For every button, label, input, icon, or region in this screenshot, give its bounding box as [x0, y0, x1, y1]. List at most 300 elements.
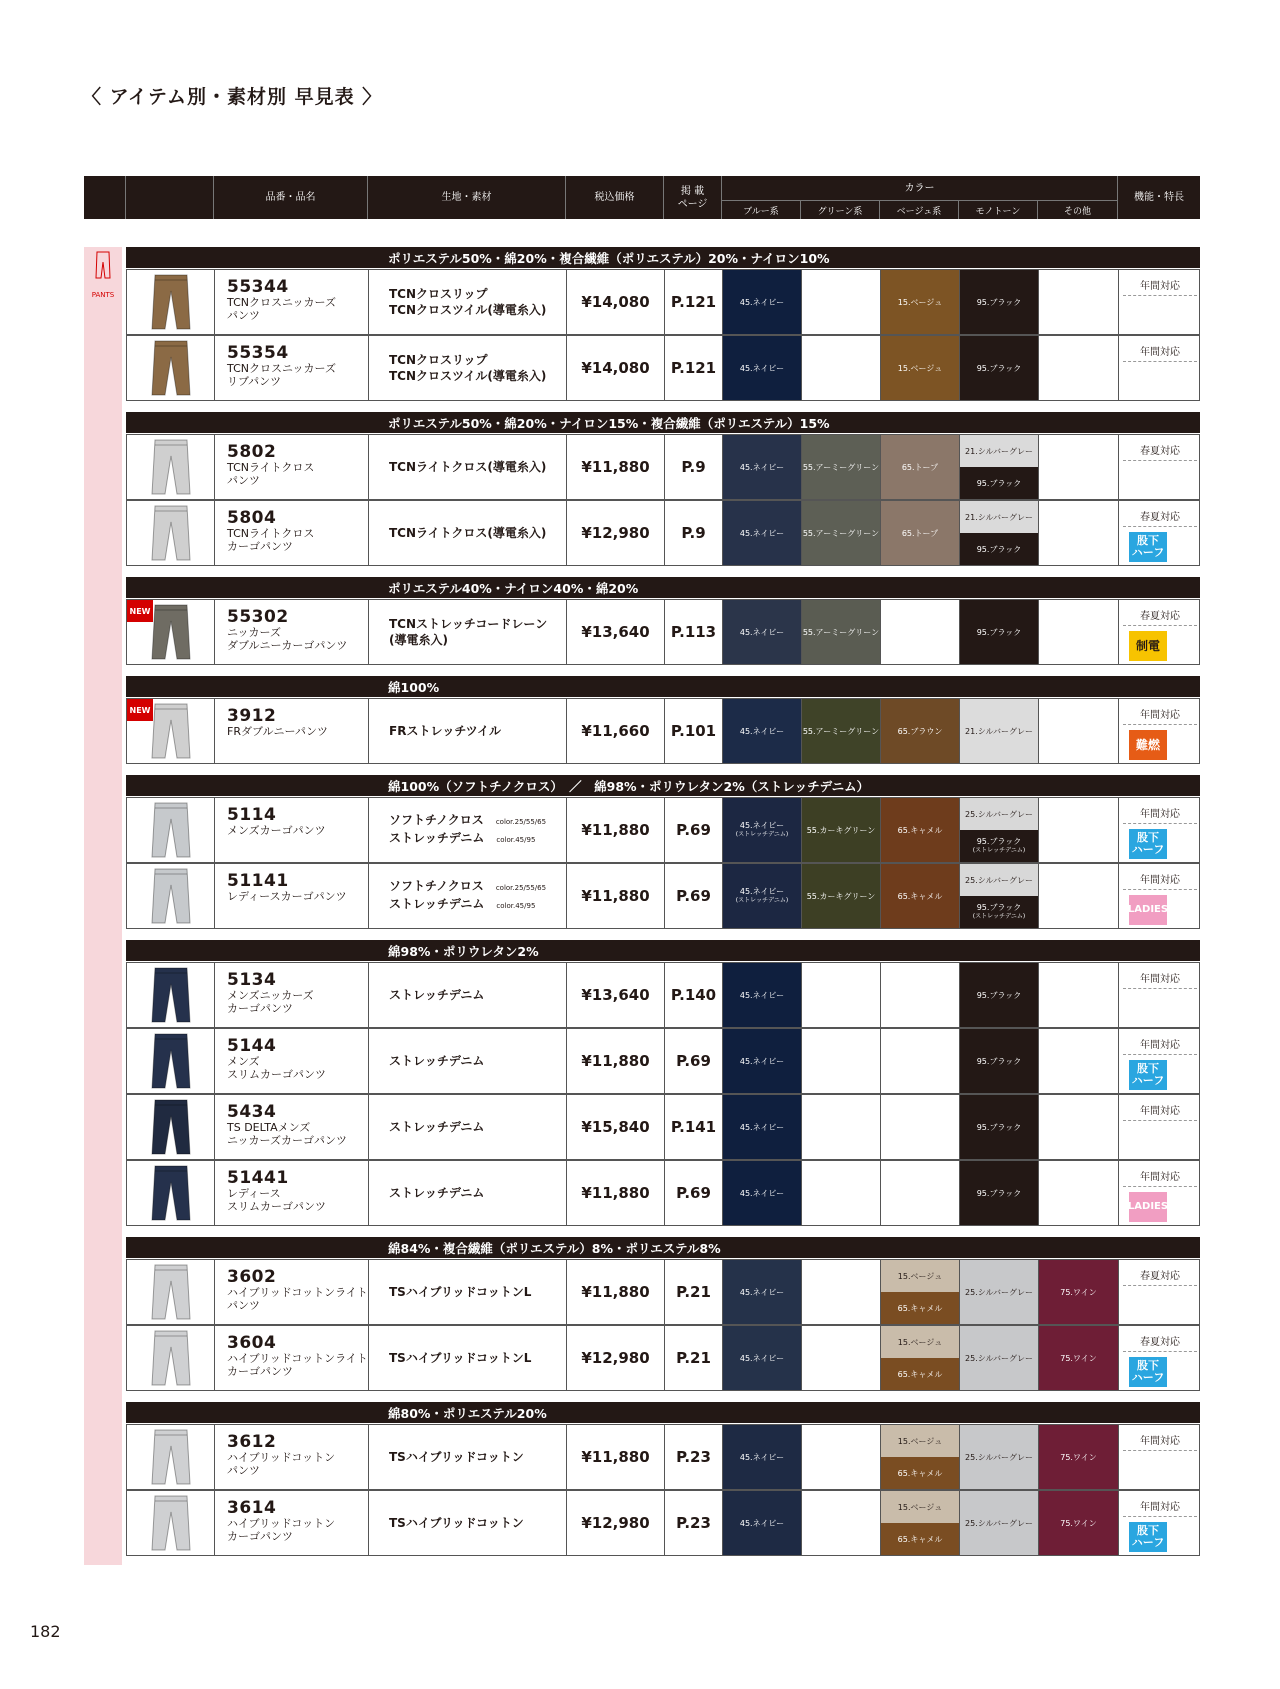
color-swatch [881, 864, 959, 928]
color-name: 55.アーミーグリーン [802, 627, 880, 637]
color-swatch [881, 1292, 959, 1324]
price-cell: ¥12,980 [567, 501, 665, 565]
fabric-line [389, 286, 566, 302]
product-image-cell [127, 501, 215, 565]
color-column-mono [960, 1029, 1039, 1093]
feature-cell [1119, 600, 1201, 664]
color-swatch [1039, 1260, 1118, 1324]
product-name-cell [215, 1029, 369, 1093]
color-swatch [881, 699, 959, 763]
color-name: 55.アーミーグリーン [802, 726, 880, 736]
table-row [126, 1028, 1200, 1094]
table-row [126, 863, 1200, 929]
feature-badge: 股下 ハーフ [1129, 1522, 1167, 1552]
color-name: 95.ブラック [976, 544, 1022, 554]
fabric-line [389, 830, 566, 848]
page-ref-cell: P.121 [665, 270, 723, 334]
feature-cell [1119, 798, 1201, 862]
color-column-other [1039, 1425, 1119, 1489]
feature-label: 年間対応 [1123, 706, 1197, 725]
color-column-green [802, 600, 881, 664]
color-column-beige [881, 1161, 960, 1225]
fabric-name: TSハイブリッドコットン [389, 1516, 524, 1530]
feature-label: 春夏対応 [1123, 1333, 1197, 1352]
color-column-mono [960, 798, 1039, 862]
fabric-cell [369, 336, 567, 400]
color-column-green [802, 699, 881, 763]
price-cell: ¥14,080 [567, 336, 665, 400]
price-cell: ¥11,660 [567, 699, 665, 763]
color-swatch [881, 798, 959, 862]
price-cell: ¥14,080 [567, 270, 665, 334]
product-code: 3614 [227, 1498, 277, 1518]
color-swatch [960, 1425, 1038, 1489]
page-ref-cell: P.141 [665, 1095, 723, 1159]
feature-badge: LADIES [1129, 895, 1167, 925]
color-column-mono [960, 1326, 1039, 1390]
product-name-cell [215, 699, 369, 763]
color-name: 65.キャメル [897, 891, 943, 901]
feature-cell [1119, 1326, 1201, 1390]
color-name: 95.ブラック [976, 478, 1022, 488]
color-swatch [960, 963, 1038, 1027]
pants-photo [149, 1493, 193, 1553]
fabric-line [389, 878, 566, 896]
color-column-beige [881, 1260, 960, 1324]
page-ref-cell: P.140 [665, 963, 723, 1027]
color-name: 15.ベージュ [897, 1271, 943, 1281]
fabric-cell [369, 864, 567, 928]
table-row [126, 1424, 1200, 1490]
fabric-line [389, 368, 566, 384]
page-ref-cell: P.21 [665, 1326, 723, 1390]
color-column-other [1039, 1095, 1119, 1159]
table-row [126, 1094, 1200, 1160]
color-column-other [1039, 1161, 1119, 1225]
page-ref-cell: P.9 [665, 435, 723, 499]
color-column-mono [960, 1095, 1039, 1159]
color-name: 25.シルバーグレー [965, 1518, 1033, 1528]
color-name: 21.シルバーグレー [965, 446, 1033, 456]
color-column-blue [723, 963, 802, 1027]
color-name: 95.ブラック [976, 297, 1022, 307]
color-column-other [1039, 501, 1119, 565]
fabric-line [389, 1119, 566, 1135]
price-cell: ¥13,640 [567, 963, 665, 1027]
feature-cell [1119, 501, 1201, 565]
color-name: 95.ブラック [976, 1122, 1022, 1132]
fabric-color-note: color.45/95 [496, 836, 536, 844]
color-name: 45.ネイビー [739, 627, 785, 637]
price-cell: ¥11,880 [567, 435, 665, 499]
feature-badge: LADIES [1129, 1192, 1167, 1222]
header-color-green: グリーン系 [801, 200, 880, 219]
color-column-beige [881, 435, 960, 499]
feature-badge: 股下 ハーフ [1129, 532, 1167, 562]
product-name: ハイブリッドコットンライト カーゴパンツ [227, 1352, 368, 1378]
color-name: 45.ネイビー [739, 1188, 785, 1198]
color-column-blue [723, 435, 802, 499]
color-swatch [723, 501, 801, 565]
pants-photo [149, 1163, 193, 1223]
fabric-cell [369, 798, 567, 862]
fabric-name: ストレッチデニム [389, 1120, 485, 1134]
feature-cell [1119, 1260, 1201, 1324]
table-row [126, 599, 1200, 665]
material-band: ポリエステル50%・綿20%・ナイロン15%・複合繊維（ポリエステル）15% [126, 412, 1200, 433]
color-swatch [960, 699, 1038, 763]
feature-cell [1119, 864, 1201, 928]
color-name: 65.トープ [901, 528, 939, 538]
product-name-cell [215, 963, 369, 1027]
color-column-beige [881, 501, 960, 565]
color-name: 75.ワイン [1060, 1353, 1097, 1363]
page-ref-cell: P.9 [665, 501, 723, 565]
product-code: 5144 [227, 1036, 277, 1056]
product-name: レディースカーゴパンツ [227, 890, 347, 903]
color-column-other [1039, 798, 1119, 862]
color-name: 55.アーミーグリーン [802, 462, 880, 472]
product-code: 51441 [227, 1168, 289, 1188]
fabric-line [389, 1449, 566, 1465]
color-name: 45.ネイビー [739, 1056, 785, 1066]
fabric-name: ストレッチデニム [389, 1186, 485, 1200]
color-name: 45.ネイビー [739, 726, 785, 736]
color-swatch [881, 270, 959, 334]
product-image-cell [127, 1260, 215, 1324]
feature-badge: 難燃 [1129, 730, 1167, 760]
fabric-cell [369, 1491, 567, 1555]
table-row [126, 1259, 1200, 1325]
color-swatch [960, 501, 1038, 533]
fabric-line [389, 1185, 566, 1201]
color-column-beige [881, 699, 960, 763]
product-name-cell [215, 1260, 369, 1324]
feature-label: 年間対応 [1123, 343, 1197, 362]
color-column-mono [960, 336, 1039, 400]
table-row [126, 1490, 1200, 1556]
color-name: 25.シルバーグレー [965, 1287, 1033, 1297]
feature-label: 年間対応 [1123, 805, 1197, 824]
color-swatch [723, 336, 801, 400]
product-code: 3912 [227, 706, 277, 726]
pants-photo [149, 602, 193, 662]
color-swatch [881, 1326, 959, 1358]
fabric-name: ソフトチノクロス [389, 813, 484, 827]
color-column-blue [723, 1491, 802, 1555]
product-name: メンズ スリムカーゴパンツ [227, 1055, 326, 1081]
product-image-cell [127, 270, 215, 334]
color-column-blue [723, 501, 802, 565]
color-column-green [802, 1095, 881, 1159]
product-image-cell [127, 1491, 215, 1555]
feature-badge: 股下 ハーフ [1129, 1060, 1167, 1090]
header-color-beige: ベージュ系 [880, 200, 959, 219]
color-swatch [802, 798, 880, 862]
color-swatch [960, 896, 1038, 928]
color-swatch [960, 798, 1038, 830]
product-name: TS DELTAメンズ ニッカーズカーゴパンツ [227, 1121, 348, 1147]
product-name-cell [215, 501, 369, 565]
price-cell: ¥12,980 [567, 1491, 665, 1555]
color-name: 45.ネイビー [739, 363, 785, 373]
price-cell: ¥13,640 [567, 600, 665, 664]
color-name: 25.シルバーグレー [965, 1452, 1033, 1462]
product-code: 55302 [227, 607, 289, 627]
color-swatch [960, 1326, 1038, 1390]
feature-label: 年間対応 [1123, 970, 1197, 989]
color-column-other [1039, 1491, 1119, 1555]
color-swatch [960, 435, 1038, 467]
header-page: 掲 載 ページ [664, 176, 722, 219]
color-name: 45.ネイビー [739, 1287, 785, 1297]
color-name: 25.シルバーグレー [965, 875, 1033, 885]
fabric-cell [369, 600, 567, 664]
product-image-cell [127, 1029, 215, 1093]
price-cell: ¥11,880 [567, 1029, 665, 1093]
feature-label: 年間対応 [1123, 1168, 1197, 1187]
header-color: カラー [722, 176, 1118, 200]
fabric-line [389, 632, 566, 648]
fabric-name: ストレッチデニム [389, 897, 485, 911]
color-column-blue [723, 1161, 802, 1225]
fabric-line [389, 987, 566, 1003]
color-column-mono [960, 1491, 1039, 1555]
color-column-other [1039, 1260, 1119, 1324]
color-column-other [1039, 600, 1119, 664]
color-name: 75.ワイン [1060, 1287, 1097, 1297]
color-column-other [1039, 1029, 1119, 1093]
color-swatch [960, 864, 1038, 896]
fabric-line [389, 896, 566, 914]
fabric-color-note: color.25/55/65 [495, 884, 547, 892]
header-name: 品番・品名 [214, 176, 368, 219]
feature-label: 年間対応 [1123, 1036, 1197, 1055]
color-column-beige [881, 1029, 960, 1093]
product-name-cell [215, 1491, 369, 1555]
color-column-blue [723, 1425, 802, 1489]
fabric-cell [369, 1425, 567, 1489]
table-row [126, 797, 1200, 863]
color-swatch [881, 1260, 959, 1292]
fabric-name: TSハイブリッドコットンL [389, 1285, 532, 1299]
fabric-line [389, 302, 566, 318]
fabric-line [389, 352, 566, 368]
color-column-green [802, 336, 881, 400]
color-column-mono [960, 501, 1039, 565]
color-column-beige [881, 1491, 960, 1555]
product-code: 3612 [227, 1432, 277, 1452]
color-swatch [881, 336, 959, 400]
color-swatch [723, 270, 801, 334]
product-image-cell [127, 435, 215, 499]
fabric-line [389, 1053, 566, 1069]
feature-cell [1119, 963, 1201, 1027]
page-ref-cell: P.23 [665, 1491, 723, 1555]
pants-photo [149, 701, 193, 761]
color-swatch [723, 1326, 801, 1390]
color-swatch [802, 501, 880, 565]
color-column-green [802, 798, 881, 862]
feature-label: 年間対応 [1123, 1432, 1197, 1451]
price-cell: ¥11,880 [567, 1425, 665, 1489]
color-swatch [960, 467, 1038, 499]
fabric-line [389, 1515, 566, 1531]
product-code: 51141 [227, 871, 289, 891]
feature-label: 年間対応 [1123, 277, 1197, 296]
color-name: 95.ブラック [976, 1188, 1022, 1198]
color-swatch [802, 864, 880, 928]
product-image-cell [127, 1425, 215, 1489]
product-name: レディース スリムカーゴパンツ [227, 1187, 326, 1213]
product-name-cell [215, 435, 369, 499]
color-column-green [802, 270, 881, 334]
page-ref-cell: P.69 [665, 864, 723, 928]
pants-photo [149, 800, 193, 860]
product-image-cell [127, 1161, 215, 1225]
page-ref-cell: P.69 [665, 1161, 723, 1225]
product-code: 5134 [227, 970, 277, 990]
color-name: 75.ワイン [1060, 1518, 1097, 1528]
new-badge: NEW [127, 699, 153, 721]
color-column-mono [960, 270, 1039, 334]
pants-photo [149, 272, 193, 332]
page-ref-cell: P.69 [665, 1029, 723, 1093]
color-name: 95.ブラック [976, 627, 1022, 637]
color-name: 65.ブラウン [897, 726, 943, 736]
feature-cell [1119, 1161, 1201, 1225]
color-swatch [960, 1029, 1038, 1093]
color-name: 65.キャメル [897, 1369, 943, 1379]
category-label: PANTS [91, 291, 115, 299]
page-number: 182 [30, 1622, 61, 1641]
fabric-cell [369, 1326, 567, 1390]
price-cell: ¥11,880 [567, 1260, 665, 1324]
fabric-name: TSハイブリッドコットンL [389, 1351, 532, 1365]
color-name: 45.ネイビー [739, 887, 785, 896]
fabric-cell [369, 1260, 567, 1324]
fabric-name: TCNクロスツイル(導電糸入) [389, 303, 547, 317]
fabric-name: TCNライトクロス(導電糸入) [389, 460, 547, 474]
fabric-cell [369, 501, 567, 565]
color-column-beige [881, 963, 960, 1027]
color-name: 95.ブラック [976, 837, 1022, 846]
feature-cell [1119, 1491, 1201, 1555]
fabric-cell [369, 435, 567, 499]
color-column-other [1039, 336, 1119, 400]
color-name: 65.キャメル [897, 825, 943, 835]
feature-cell [1119, 1029, 1201, 1093]
feature-cell [1119, 699, 1201, 763]
fabric-cell [369, 1029, 567, 1093]
header-feature: 機能・特長 [1134, 192, 1184, 203]
color-column-green [802, 963, 881, 1027]
color-swatch [723, 798, 801, 862]
color-swatch [723, 1491, 801, 1555]
color-name: 15.ベージュ [897, 297, 943, 307]
color-column-other [1039, 963, 1119, 1027]
color-swatch [723, 1095, 801, 1159]
table-row [126, 1325, 1200, 1391]
fabric-line [389, 1284, 566, 1300]
color-column-blue [723, 1326, 802, 1390]
color-swatch [723, 699, 801, 763]
color-column-beige [881, 798, 960, 862]
color-column-other [1039, 270, 1119, 334]
product-name-cell [215, 1326, 369, 1390]
color-column-beige [881, 1425, 960, 1489]
color-column-mono [960, 435, 1039, 499]
color-column-blue [723, 699, 802, 763]
price-cell: ¥11,880 [567, 1161, 665, 1225]
feature-badge: 制電 [1129, 631, 1167, 661]
color-column-mono [960, 1161, 1039, 1225]
pants-photo [149, 503, 193, 563]
color-column-blue [723, 1095, 802, 1159]
color-column-mono [960, 1260, 1039, 1324]
fabric-name: ストレッチデニム [389, 1054, 485, 1068]
material-band: 綿100%（ソフトチノクロス） ／ 綿98%・ポリウレタン2%（ストレッチデニム） [126, 775, 1200, 796]
product-code: 3604 [227, 1333, 277, 1353]
color-name: 55.カーキグリーン [806, 891, 876, 901]
page-ref-cell: P.121 [665, 336, 723, 400]
color-name: 45.ネイビー [739, 990, 785, 1000]
pants-photo [149, 437, 193, 497]
fabric-line [389, 525, 566, 541]
fabric-color-note: color.25/55/65 [495, 818, 547, 826]
color-name: 55.アーミーグリーン [802, 528, 880, 538]
page-title: 〈 アイテム別・素材別 早見表 〉 [82, 86, 383, 108]
feature-label: 春夏対応 [1123, 508, 1197, 527]
color-swatch [802, 435, 880, 499]
pants-photo [149, 1031, 193, 1091]
color-swatch [960, 600, 1038, 664]
color-name: 55.カーキグリーン [806, 825, 876, 835]
color-column-green [802, 1425, 881, 1489]
color-name: 15.ベージュ [897, 1436, 943, 1446]
color-name: 25.シルバーグレー [965, 809, 1033, 819]
product-image-cell [127, 864, 215, 928]
color-column-green [802, 1491, 881, 1555]
color-swatch [723, 864, 801, 928]
product-name-cell [215, 798, 369, 862]
color-swatch [960, 533, 1038, 565]
fabric-name: TCNクロスツイル(導電糸入) [389, 369, 547, 383]
color-name: 95.ブラック [976, 363, 1022, 373]
color-swatch [802, 600, 880, 664]
product-name-cell [215, 1095, 369, 1159]
product-image-cell [127, 600, 215, 664]
material-band: 綿100% [126, 676, 1200, 697]
product-name-cell [215, 1161, 369, 1225]
fabric-name: TCNクロスリップ [389, 353, 488, 367]
header-fabric: 生地・素材 [368, 176, 566, 219]
material-band: 綿98%・ポリウレタン2% [126, 940, 1200, 961]
product-name: ニッカーズ ダブルニーカーゴパンツ [227, 626, 348, 652]
product-name: TCNクロスニッカーズ パンツ [227, 296, 336, 322]
color-name: 45.ネイビー [739, 1353, 785, 1363]
color-name: 45.ネイビー [739, 1518, 785, 1528]
product-code: 55344 [227, 277, 289, 297]
feature-label: 年間対応 [1123, 1498, 1197, 1517]
feature-label: 年間対応 [1123, 1102, 1197, 1121]
color-column-beige [881, 600, 960, 664]
material-band: ポリエステル40%・ナイロン40%・綿20% [126, 577, 1200, 598]
color-column-beige [881, 1095, 960, 1159]
product-code: 5804 [227, 508, 277, 528]
feature-label: 春夏対応 [1123, 1267, 1197, 1286]
color-name: 45.ネイビー [739, 528, 785, 538]
